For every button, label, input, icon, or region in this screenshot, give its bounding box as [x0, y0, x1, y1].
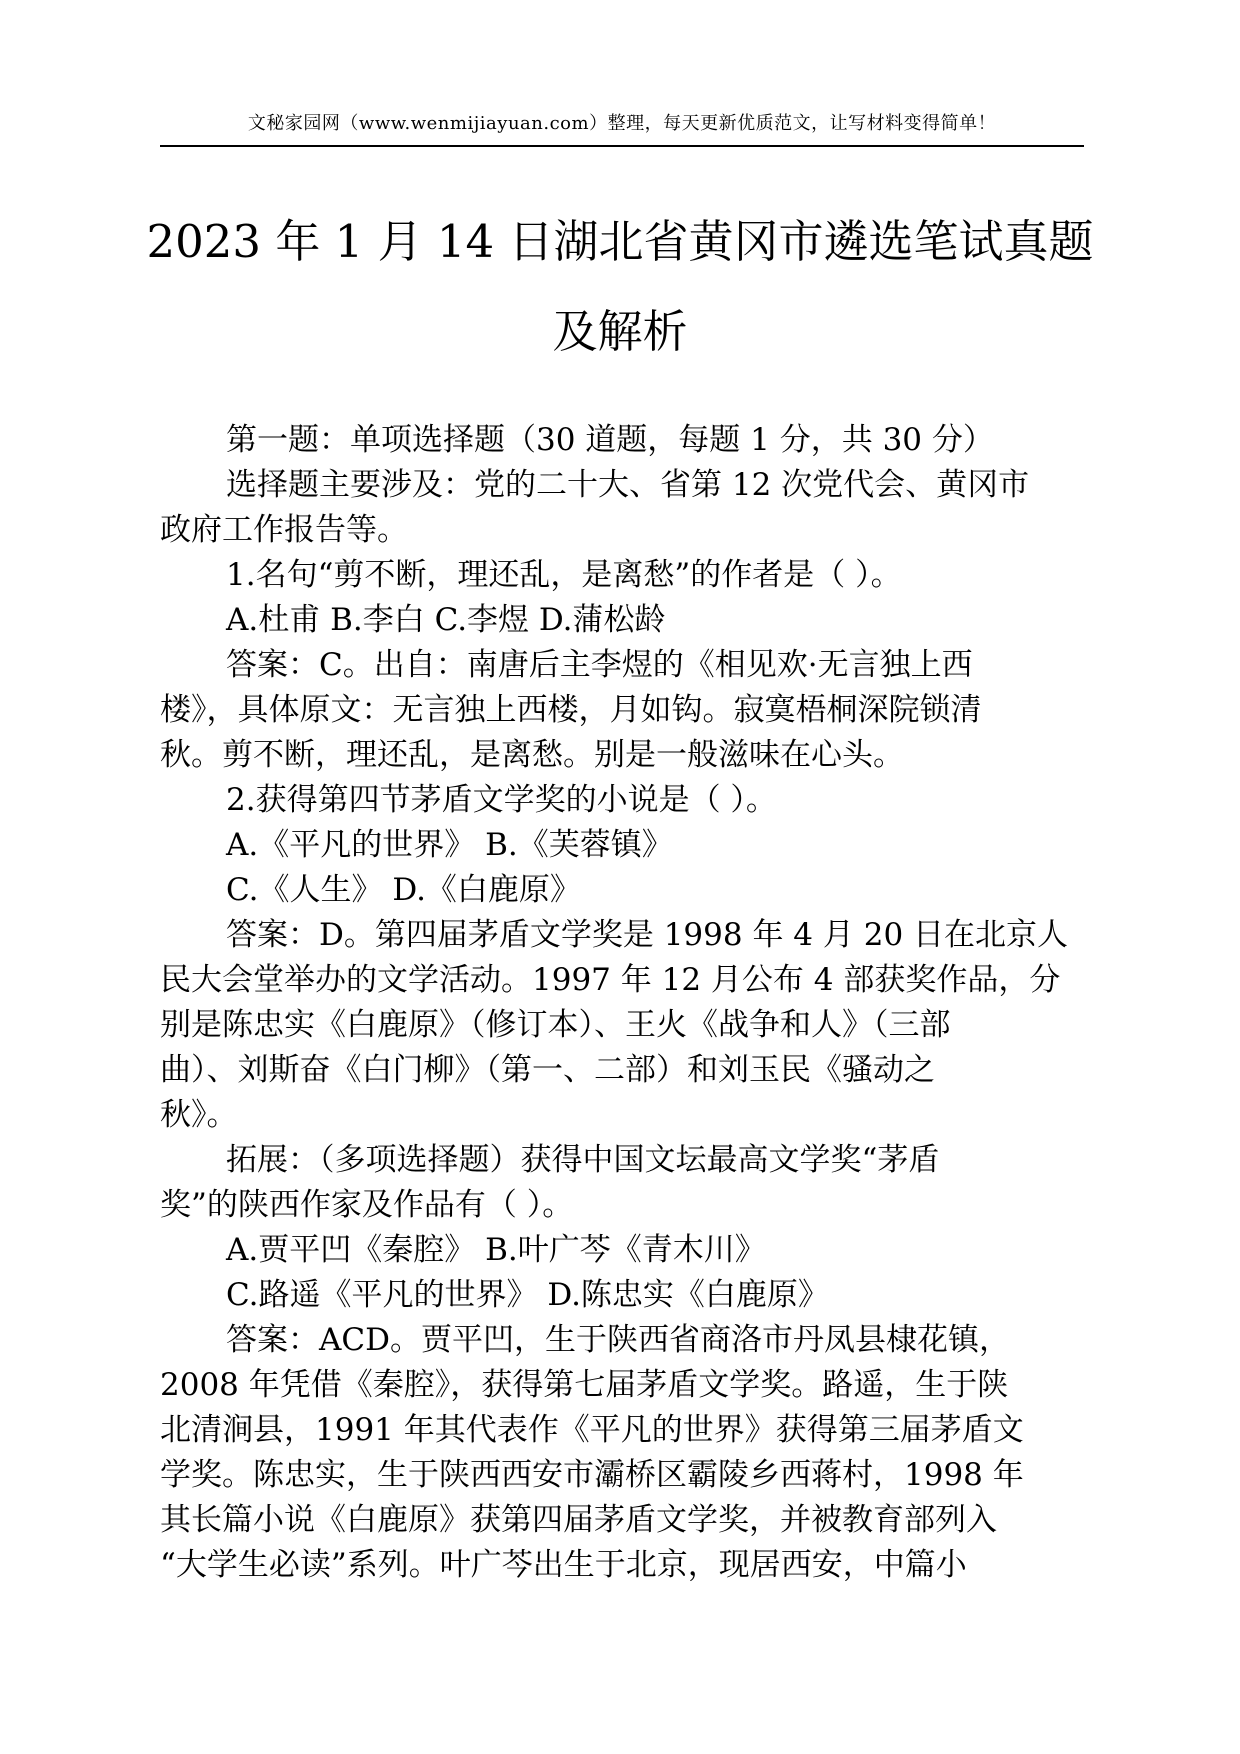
answer-line: 答案：ACD。贾平凹，生于陕西省商洛市丹凤县棣花镇，	[226, 1322, 1010, 1358]
header-divider	[160, 145, 1084, 147]
answer-line: 答案：D。第四届茅盾文学奖是 1998 年 4 月 20 日在北京人	[226, 917, 1069, 953]
answer-line: 2008 年凭借《秦腔》，获得第七届茅盾文学奖。路遥，生于陕	[160, 1367, 1009, 1403]
options-line: C.路遥《平凡的世界》 D.陈忠实《白鹿原》	[226, 1277, 829, 1313]
answer-line: 北清涧县，1991 年其代表作《平凡的世界》获得第三届茅盾文	[160, 1412, 1024, 1448]
answer-line: 其长篇小说《白鹿原》获第四届茅盾文学奖，并被教育部列入	[160, 1502, 997, 1538]
answer-line: 曲）、刘斯奋《白门柳》（第一、二部）和刘玉民《骚动之	[160, 1052, 935, 1088]
section-heading: 第一题：单项选择题（30 道题，每题 1 分，共 30 分）	[226, 422, 994, 458]
document-body	[160, 418, 1080, 1588]
question-line: 拓展：（多项选择题）获得中国文坛最高文学奖“茅盾	[226, 1142, 940, 1178]
answer-line: 秋》。	[160, 1097, 238, 1133]
options-line: A.杜甫 B.李白 C.李煜 D.蒲松龄	[226, 602, 666, 638]
options-line: A.贾平凹《秦腔》 B.叶广芩《青木川》	[226, 1232, 766, 1268]
answer-line: 学奖。陈忠实，生于陕西西安市灞桥区霸陵乡西蒋村，1998 年	[160, 1457, 1024, 1493]
site-header: 文秘家园网（www.wenmijiayuan.com）整理，每天更新优质范文，让写材料变得简单！	[247, 113, 997, 134]
question-line: 2.获得第四节茅盾文学奖的小说是（ ）。	[226, 782, 777, 818]
options-line: A.《平凡的世界》 B.《芙蓉镇》	[226, 827, 673, 863]
document-title-line-2: 及解析	[552, 305, 688, 358]
answer-line: 答案：C。出自：南唐后主李煜的《相见欢·无言独上西	[226, 647, 973, 683]
paragraph-line: 选择题主要涉及：党的二十大、省第 12 次党代会、黄冈市	[226, 467, 1030, 503]
answer-line: 秋。剪不断，理还乱，是离愁。别是一般滋味在心头。	[160, 737, 904, 773]
answer-line: 楼》，具体原文：无言独上西楼，月如钩。寂寞梧桐深院锁清	[160, 692, 982, 728]
answer-line: 别是陈忠实《白鹿原》（修订本）、王火《战争和人》（三部	[160, 1007, 951, 1043]
paragraph-line: 政府工作报告等。	[160, 512, 408, 548]
answer-line: 民大会堂举办的文学活动。1997 年 12 月公布 4 部获奖作品，分	[160, 962, 1061, 998]
question-line: 1.名句“剪不断，理还乱，是离愁”的作者是（ ）。	[226, 557, 902, 593]
answer-line: “大学生必读”系列。叶广芩出生于北京，现居西安，中篇小	[160, 1547, 967, 1583]
question-line: 奖”的陕西作家及作品有（ ）。	[160, 1187, 574, 1223]
document-title-line-1: 2023 年 1 月 14 日湖北省黄冈市遴选笔试真题	[146, 215, 1094, 268]
options-line: C.《人生》 D.《白鹿原》	[226, 872, 581, 908]
